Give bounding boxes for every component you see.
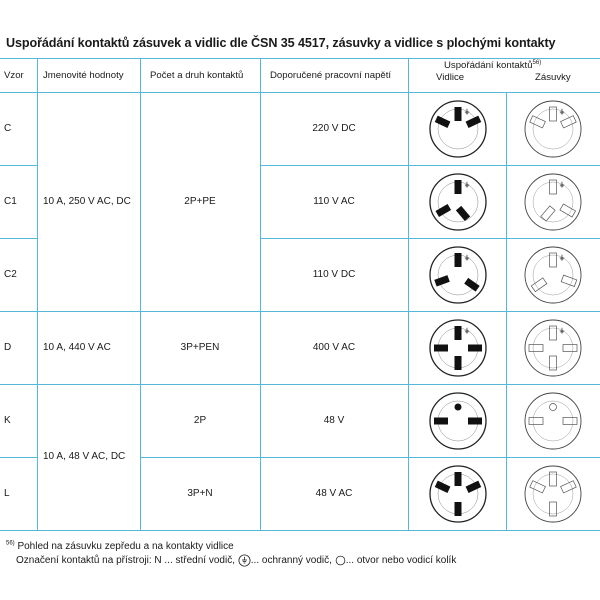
socket-contact-icon bbox=[525, 466, 581, 522]
row-vzor: L bbox=[4, 488, 10, 499]
row-vzor: C bbox=[4, 123, 12, 134]
page-title: Uspořádání kontaktů zásuvek a vidlic dle ČSN 35 4517, zásuvky a vidlice s plochými kontakty bbox=[6, 36, 556, 50]
plug-contact-icon bbox=[430, 174, 486, 230]
socket-contact-icon bbox=[525, 393, 581, 449]
jmenovite-group: 10 A, 250 V AC, DC bbox=[43, 196, 131, 207]
napeti-value: 110 V AC bbox=[313, 196, 355, 207]
header-jmenovite: Jmenovité hodnoty bbox=[43, 70, 124, 81]
row-vzor: D bbox=[4, 342, 12, 353]
pocet-group: 2P bbox=[193, 415, 207, 426]
jmenovite-group: 10 A, 48 V AC, DC bbox=[43, 451, 126, 462]
plug-contact-icon bbox=[430, 320, 486, 376]
jmenovite-group: 10 A, 440 V AC bbox=[43, 342, 111, 353]
plug-contact-icon bbox=[430, 466, 486, 522]
pocet-group: 3P+N bbox=[187, 488, 213, 499]
socket-contact-icon bbox=[525, 320, 581, 376]
socket-contact-icon bbox=[525, 174, 581, 230]
pocet-group: 2P+PE bbox=[184, 196, 216, 207]
hole-symbol-icon bbox=[335, 555, 346, 566]
row-vzor: K bbox=[4, 415, 11, 426]
header-usporadani: Uspořádání kontaktů$^{56)}$ bbox=[444, 59, 542, 71]
footnote-line-2: Označení kontaktů na přístroji: N ... střední vodič, ... ochranný vodič, ... otvor nebo vodicí kolík bbox=[16, 555, 457, 567]
napeti-value: 220 V DC bbox=[312, 123, 356, 134]
row-vzor: C1 bbox=[4, 196, 17, 207]
earth-symbol-icon bbox=[238, 554, 251, 567]
header-zasuvky: Zásuvky bbox=[535, 72, 571, 83]
header-vidlice: Vidlice bbox=[436, 72, 465, 83]
plug-contact-icon bbox=[430, 101, 486, 157]
header-vzor: Vzor bbox=[4, 70, 24, 81]
napeti-value: 110 V DC bbox=[312, 269, 356, 280]
napeti-value: 400 V AC bbox=[312, 342, 356, 353]
socket-contact-icon bbox=[525, 247, 581, 303]
header-napeti: Doporučené pracovní napětí bbox=[270, 70, 392, 81]
napeti-value: 48 V AC bbox=[315, 488, 353, 499]
plug-contact-icon bbox=[430, 393, 486, 449]
footnote-line-1: $^{56)}$ Pohled na zásuvku zepředu a na kontakty vidlice bbox=[6, 540, 234, 552]
row-vzor: C2 bbox=[4, 269, 17, 280]
pocet-group: 3P+PEN bbox=[180, 342, 220, 353]
napeti-value: 48 V bbox=[323, 415, 345, 426]
socket-contact-icon bbox=[525, 101, 581, 157]
header-pocet: Počet a druh kontaktů bbox=[150, 70, 244, 81]
plug-contact-icon bbox=[430, 247, 486, 303]
